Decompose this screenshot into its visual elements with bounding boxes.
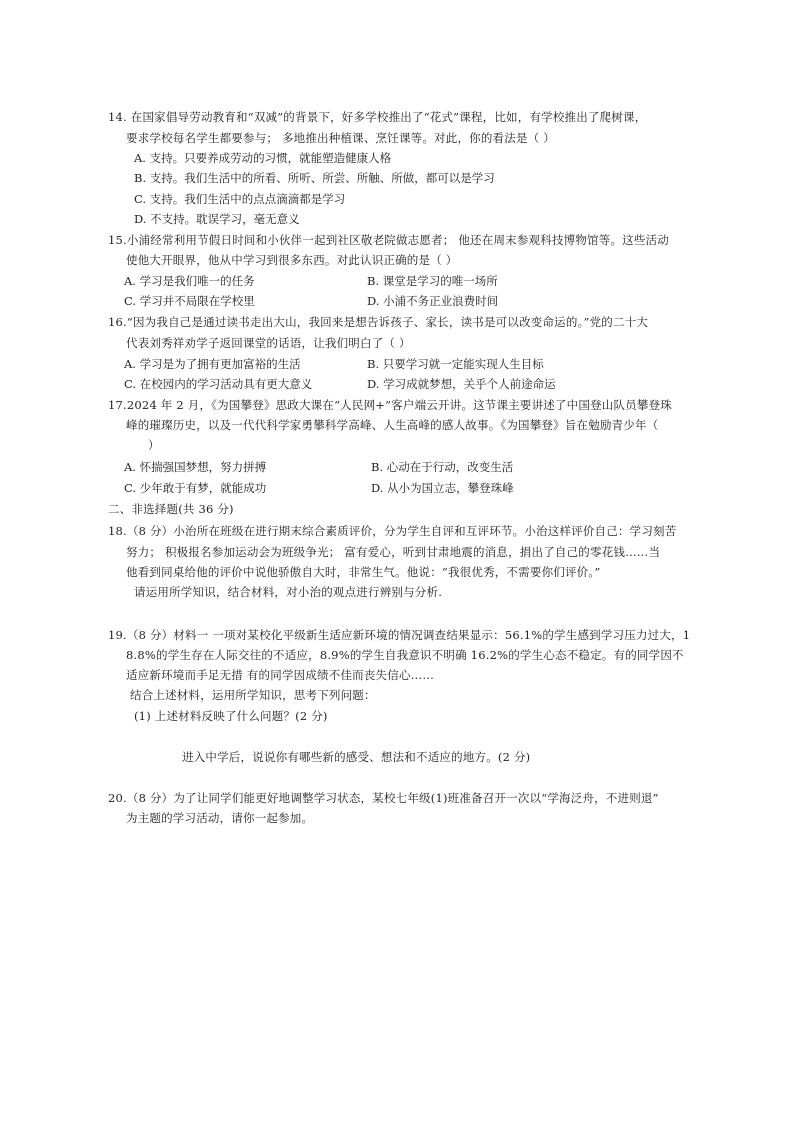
- q19-line1: 19.（8 分）材料一 一项对某校化平级新生适应新环境的情况调查结果显示：56.1%的学生感到学习压力过大，1: [108, 628, 691, 642]
- q17-line2: 峰的璀璨历史，以及一代代科学家勇攀科学高峰、人生高峰的感人故事。《为国攀登》旨在勉励青少年（: [126, 418, 659, 432]
- q14-option-b: B. 支持。我们生活中的所看、所听、所尝、所触、所做，都可以是学习: [134, 171, 495, 185]
- q16-option-c: C. 在校园内的学习活动具有更大意义: [124, 377, 313, 391]
- q20-line2: 为主题的学习活动，请你一起参加。: [126, 811, 314, 825]
- q19-subquestion-2: 进入中学后，说说你有哪些新的感受、想法和不适应的地方。(2 分): [182, 750, 531, 764]
- q16-option-d: D. 学习成就梦想，关乎个人前途命运: [367, 377, 556, 391]
- q15-line2: 使他大开眼界，他从中学习到很多东西。对此认识正确的是（ ）: [126, 253, 458, 267]
- q15-option-d: D. 小浦不务正业浪费时间: [367, 294, 499, 308]
- q15-option-a: A. 学习是我们唯一的任务: [124, 274, 255, 288]
- q14-option-d: D. 不支持。耽误学习，毫无意义: [134, 212, 300, 226]
- q17-option-c: C. 少年敢于有梦，就能成功: [124, 481, 267, 495]
- q15-line1: 15.小浦经常利用节假日时间和小伙伴一起到社区敬老院做志愿者； 他还在周末参观科技博物馆等。这些活动: [108, 233, 669, 247]
- q17-option-d: D. 从小为国立志，攀登珠峰: [371, 481, 514, 495]
- q14-line2: 要求学校每名学生都要参与； 多地推出种植课、烹饪课等。对此，你的看法是（ ）: [126, 131, 555, 145]
- q15-option-b: B. 课堂是学习的唯一场所: [367, 274, 498, 288]
- q18-line4: 请运用所学知识，结合材料，对小治的观点进行辨别与分析.: [134, 585, 443, 599]
- q19-line3: 适应新环境而手足无措 有的同学因成绩不佳而丧失信心……: [126, 668, 435, 682]
- q19-line4: 结合上述材料，运用所学知识，思考下列问题：: [130, 688, 376, 702]
- q19-line2: 8.8%的学生存在人际交往的不适应，8.9%的学生自我意识不明确 16.2%的学生心态不稳定。有的同学因不: [126, 648, 684, 662]
- q17-option-b: B. 心动在于行动，改变生活: [371, 460, 514, 474]
- q14-option-a: A. 支持。只要养成劳动的习惯，就能塑造健康人格: [134, 151, 392, 165]
- q16-line2: 代表刘秀祥劝学子返回课堂的话语，让我们明白了（ ）: [126, 336, 411, 350]
- q17-line3: ）: [148, 438, 160, 452]
- q18-line3: 他看到同桌给他的评价中说他骄傲自大时，非常生气。他说：“我很优秀，不需要你们评价。”: [126, 565, 601, 579]
- q16-option-a: A. 学习是为了拥有更加富裕的生活: [124, 357, 301, 371]
- q16-line1: 16.“因为我自己是通过读书走出大山，我回来是想告诉孩子、家长，读书是可以改变命运的。”党的二十大: [108, 315, 649, 329]
- q14-option-c: C. 支持。我们生活中的点点滴滴都是学习: [134, 192, 346, 206]
- q16-option-b: B. 只要学习就一定能实现人生目标: [367, 357, 544, 371]
- q20-line1: 20.（8 分）为了让同学们能更好地调整学习状态，某校七年级(1)班准备召开一次以“学海泛舟，不进则退”: [108, 791, 659, 805]
- q19-subquestion-1: (1) 上述材料反映了什么问题？(2 分): [134, 709, 328, 723]
- section-heading: 二、非选择题(共 36 分): [108, 502, 234, 516]
- q18-line1: 18.（8 分）小治所在班级在进行期末综合素质评价，分为学生自评和互评环节。小治这样评价自己：学习刻苦: [108, 524, 677, 538]
- q15-option-c: C. 学习并不局限在学校里: [124, 294, 255, 308]
- q18-line2: 努力； 积极报名参加运动会为班级争光； 富有爱心，听到甘肃地震的消息，捐出了自己的零花钱……当: [126, 545, 661, 559]
- q17-line1: 17.2024 年 2 月，《为国攀登》思政大课在“人民网+”客户端云开讲。这节课主要讲述了中国登山队员攀登珠: [108, 398, 672, 412]
- q17-option-a: A. 怀揣强国梦想，努力拼搏: [124, 460, 267, 474]
- q14-line1: 14. 在国家倡导劳动教育和“双减”的背景下，好多学校推出了“花式”课程，比如，有学校推出了爬树课，: [108, 110, 647, 124]
